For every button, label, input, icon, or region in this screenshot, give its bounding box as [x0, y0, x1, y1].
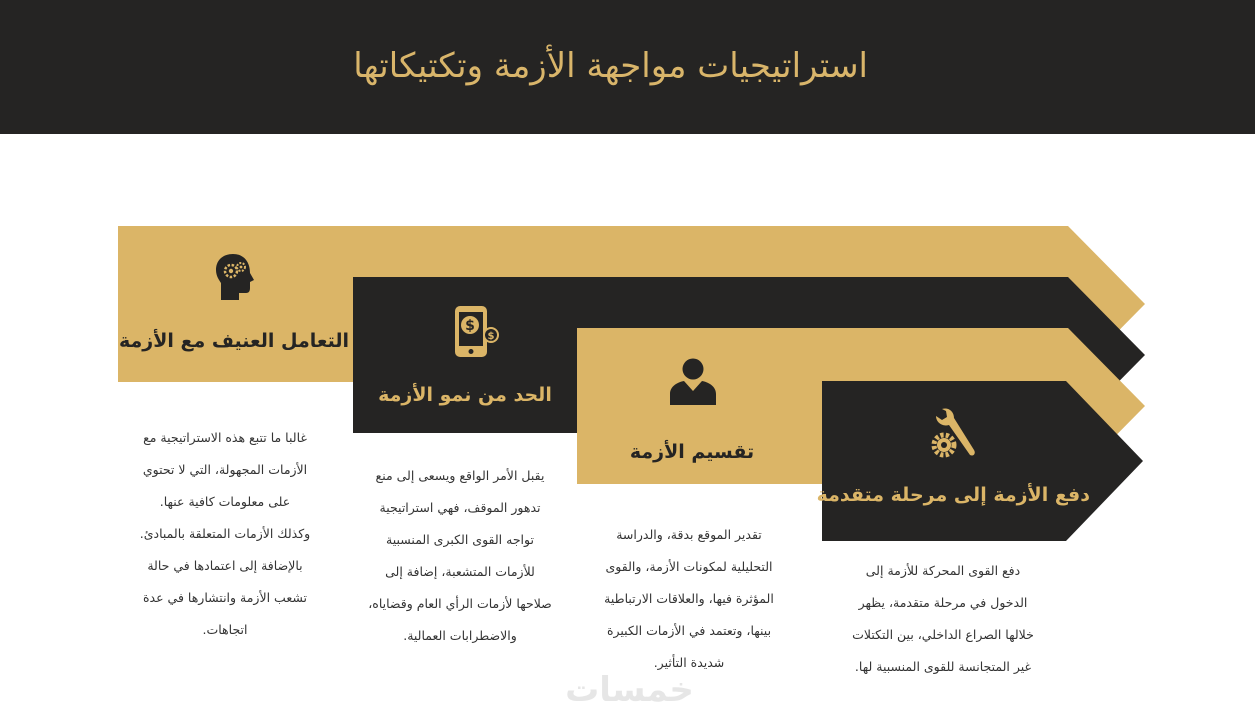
phone-dollar-icon	[453, 305, 503, 359]
step-2-label: الحد من نمو الأزمة	[378, 384, 552, 406]
head-gears-icon	[213, 252, 257, 302]
svg-text:$: $	[465, 318, 475, 334]
step-2-description: يقبل الأمر الواقع ويسعى إلى منع تدهور الموقف، فهي استراتيجية تواجه القوى الكبرى المنسبية للأزمات المتشعبة، إضافة إلى صلاحها لأزمات الرأي العام وقضاياه، والاضطرابات العمالية.	[368, 468, 552, 643]
page-title: استراتيجيات مواجهة الأزمة وتكتيكاتها	[353, 46, 868, 86]
svg-text:$: $	[487, 331, 495, 342]
step-3-label: تقسيم الأزمة	[629, 441, 755, 463]
step-4-description: دفع القوى المحركة للأزمة إلى الدخول في مرحلة متقدمة، يظهر خلالها الصراع الداخلي، بين التكتلات غير المتجانسة للقوى المنسبية لها.	[852, 563, 1034, 674]
step-4-label: دفع الأزمة إلى مرحلة متقدمة	[816, 484, 1090, 506]
step-3-description: تقدير الموقع بدقة، والدراسة التحليلية لمكونات الأزمة، والقوى المؤثرة فيها، والعلاقات الارتباطية بينها، وتعتمد في الأزمات الكبيرة شديدة التأثير.	[604, 527, 774, 670]
wrench-gear-icon	[928, 405, 980, 461]
step-1-description: غالبا ما تتبع هذه الاستراتيجية مع الأزمات المجهولة، التي لا تحتوي على معلومات كافية عنها. وكذلك الأزمات المتعلقة بالمبادئ. بالإضافة إلى اعتمادها في حالة تشعب الأزمة وانتشارها في عدة اتجاهات.	[139, 430, 311, 637]
watermark-logo: خمسات	[565, 670, 694, 710]
person-icon	[668, 358, 718, 406]
step-1-label: التعامل العنيف مع الأزمة	[119, 330, 349, 352]
